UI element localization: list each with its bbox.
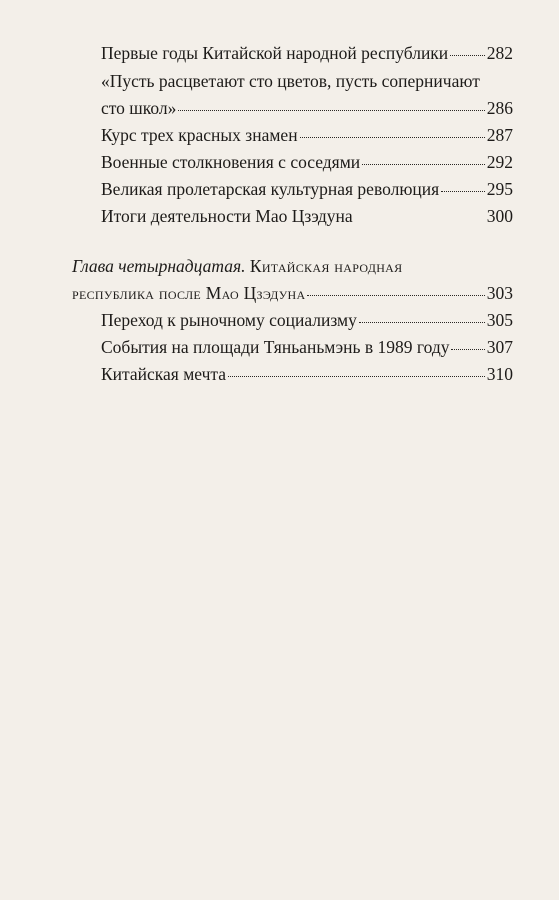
entry-title-line1: «Пусть расцветают сто цветов, пусть соперничают xyxy=(101,71,480,91)
entry-page: 305 xyxy=(486,310,513,330)
toc-entry xyxy=(101,175,513,203)
entry-title: Китайская мечта xyxy=(101,364,227,384)
toc-entry xyxy=(101,148,513,176)
leader-dots xyxy=(307,295,484,296)
leader-dots xyxy=(178,110,484,111)
leader-dots xyxy=(451,349,484,350)
entry-title: Великая пролетарская культурная революция xyxy=(101,179,440,199)
entry-page: 282 xyxy=(486,43,513,63)
entry-page: 292 xyxy=(486,152,513,172)
entry-title: Переход к рыночному социализму xyxy=(101,310,357,330)
chapter-heading-line2 xyxy=(72,279,513,307)
entry-title: События на площади Тяньаньмэнь в 1989 году xyxy=(101,337,450,357)
entry-page: 310 xyxy=(486,364,513,384)
chapter-label: Глава четырнадцатая. xyxy=(72,256,246,276)
chapter-page: 303 xyxy=(486,283,513,303)
entry-page: 287 xyxy=(486,125,513,145)
toc-entry xyxy=(101,333,513,361)
entry-page: 300 xyxy=(486,206,513,226)
chapter-title-line2: республика после Мао Цзэдуна xyxy=(72,283,306,303)
leader-dots xyxy=(228,376,485,377)
entry-title: Курс трех красных знамен xyxy=(101,125,298,145)
leader-dots xyxy=(362,164,485,165)
entry-page: 295 xyxy=(486,179,513,199)
toc-entry xyxy=(101,121,513,149)
toc-entry xyxy=(101,39,513,67)
entry-page: 286 xyxy=(486,98,513,118)
toc-entry xyxy=(101,306,513,334)
entry-title: Первые годы Китайской народной республики xyxy=(101,43,449,63)
entry-title: Итоги деятельности Мао Цзэдуна xyxy=(101,206,353,226)
chapter-title-line1: Китайская народная xyxy=(249,256,403,276)
chapter-heading-line1 xyxy=(72,252,402,280)
entry-title: Военные столкновения с соседями xyxy=(101,152,361,172)
leader-dots xyxy=(300,137,485,138)
toc-entry xyxy=(101,202,513,230)
toc-entry xyxy=(101,94,513,122)
leader-dots xyxy=(359,322,485,323)
leader-dots xyxy=(441,191,485,192)
entry-page: 307 xyxy=(486,337,513,357)
toc-entry xyxy=(101,360,513,388)
entry-title: сто школ» xyxy=(101,98,177,118)
leader-dots xyxy=(450,55,485,56)
